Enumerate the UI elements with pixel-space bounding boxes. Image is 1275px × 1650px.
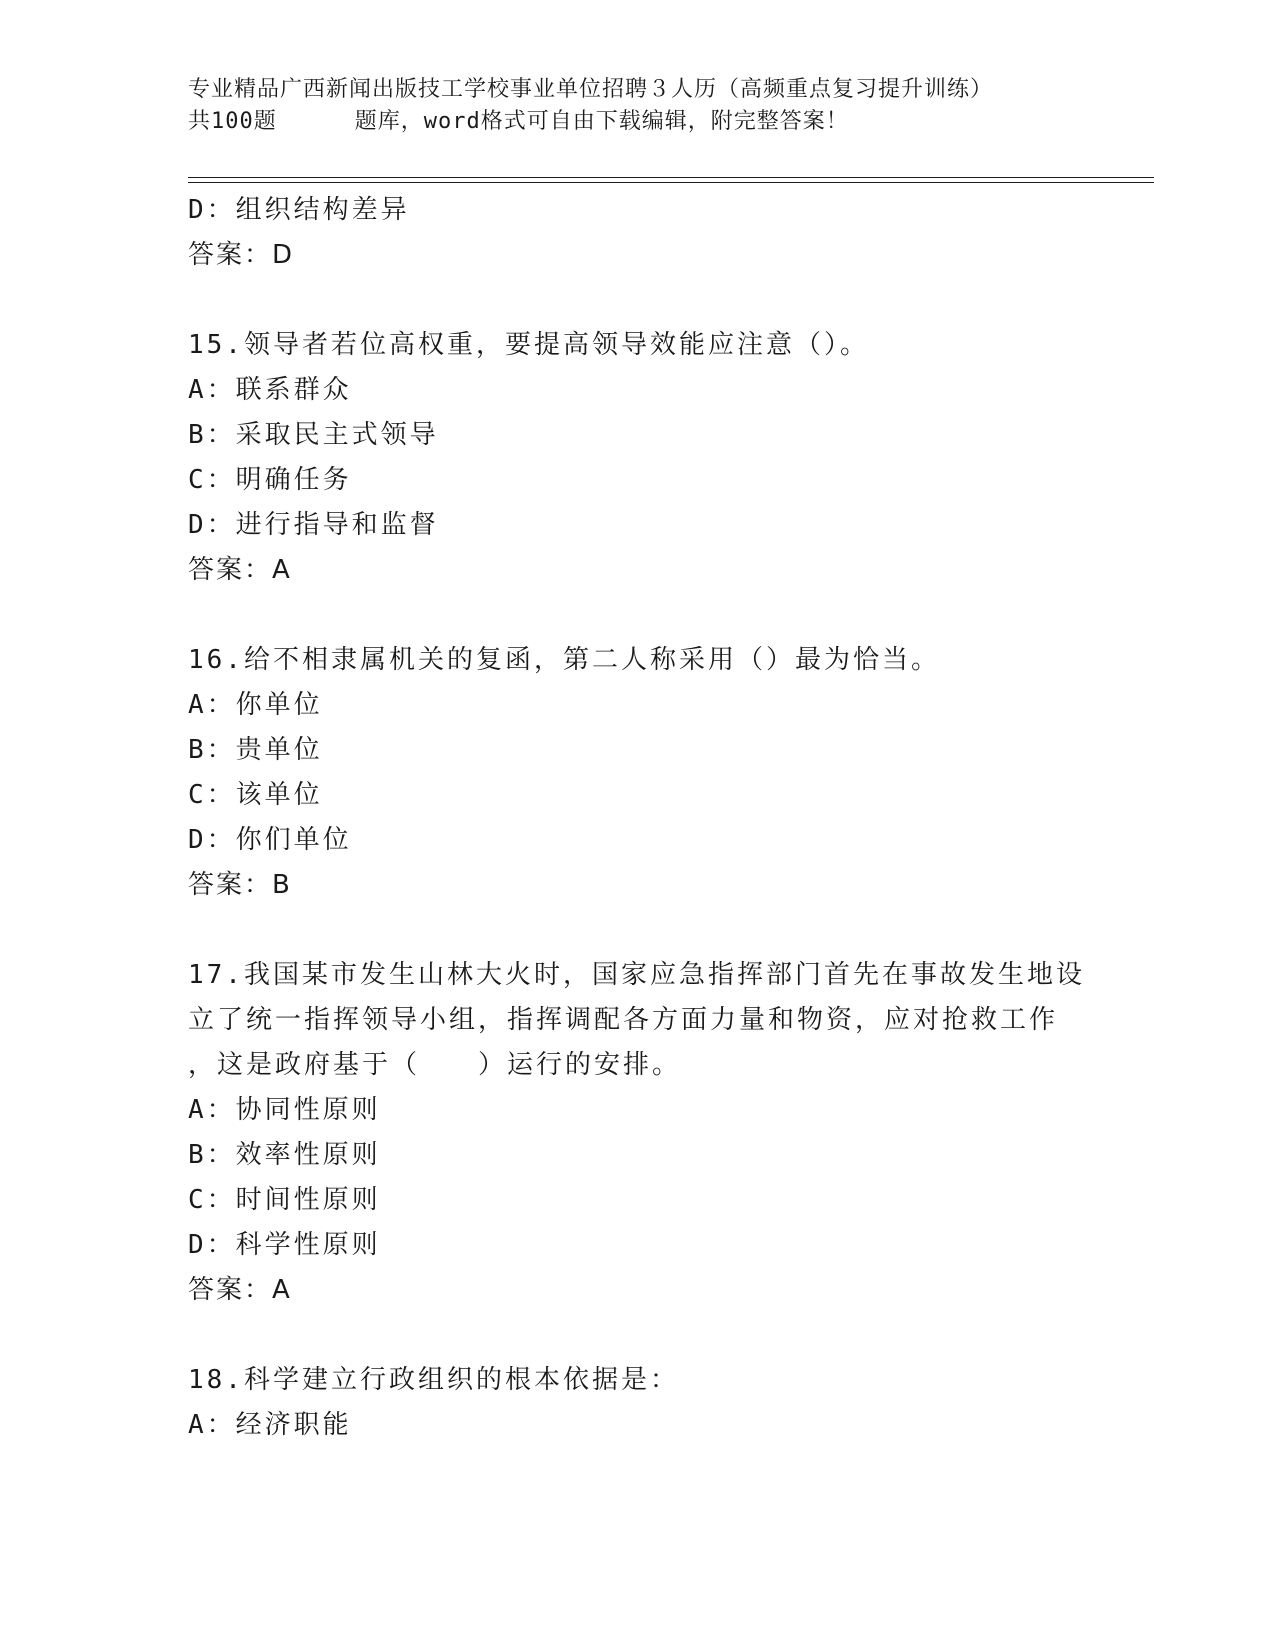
header-rule-top bbox=[188, 177, 1154, 178]
header-title: 专业精品广西新闻出版技工学校事业单位招聘３人历（高频重点复习提升训练） bbox=[188, 77, 994, 102]
spacer bbox=[188, 908, 1088, 953]
header-rule-bottom bbox=[188, 182, 1154, 183]
question-16 bbox=[188, 638, 1088, 908]
option-a: A：联系群众 bbox=[188, 375, 352, 405]
page-header bbox=[188, 74, 1088, 138]
header-gap bbox=[277, 106, 355, 138]
prev-answer: 答案：D bbox=[188, 240, 295, 270]
option-b: B：效率性原则 bbox=[188, 1140, 381, 1170]
option-a: A：协同性原则 bbox=[188, 1095, 381, 1125]
question-18 bbox=[188, 1358, 1088, 1448]
question-content bbox=[188, 188, 1088, 1448]
option-c: C：该单位 bbox=[188, 780, 323, 810]
prev-option-d: D：组织结构差异 bbox=[188, 195, 410, 225]
header-question-count: 共100题 bbox=[188, 109, 277, 134]
option-a: A：你单位 bbox=[188, 690, 323, 720]
option-d: D：进行指导和监督 bbox=[188, 510, 439, 540]
question-stem: 18.科学建立行政组织的根本依据是： bbox=[188, 1365, 679, 1395]
answer: 答案：B bbox=[188, 870, 292, 900]
option-b: B：贵单位 bbox=[188, 735, 323, 765]
header-description: 题库，word格式可自由下载编辑，附完整答案！ bbox=[354, 109, 849, 134]
question-stem-line-2: 立了统一指挥领导小组，指挥调配各方面力量和物资，应对抢救工作 bbox=[188, 1005, 1059, 1035]
question-17 bbox=[188, 953, 1088, 1313]
option-a: A：经济职能 bbox=[188, 1410, 352, 1440]
question-stem: 16.给不相隶属机关的复函，第二人称采用（）最为恰当。 bbox=[188, 645, 940, 675]
spacer bbox=[188, 1313, 1088, 1358]
option-c: C：明确任务 bbox=[188, 465, 352, 495]
answer: 答案：A bbox=[188, 1275, 292, 1305]
spacer bbox=[188, 593, 1088, 638]
option-c: C：时间性原则 bbox=[188, 1185, 381, 1215]
option-d: D：科学性原则 bbox=[188, 1230, 381, 1260]
question-stem-line-3: ，这是政府基于（ ）运行的安排。 bbox=[188, 1050, 682, 1080]
spacer bbox=[188, 278, 1088, 323]
answer: 答案：A bbox=[188, 555, 292, 585]
question-15 bbox=[188, 323, 1088, 593]
question-stem-line-1: 17.我国某市发生山林大火时，国家应急指挥部门首先在事故发生地设 bbox=[188, 960, 1085, 990]
question-stem: 15.领导者若位高权重，要提高领导效能应注意（）。 bbox=[188, 330, 869, 360]
option-d: D：你们单位 bbox=[188, 825, 352, 855]
header-subtitle bbox=[188, 106, 1088, 138]
option-b: B：采取民主式领导 bbox=[188, 420, 439, 450]
